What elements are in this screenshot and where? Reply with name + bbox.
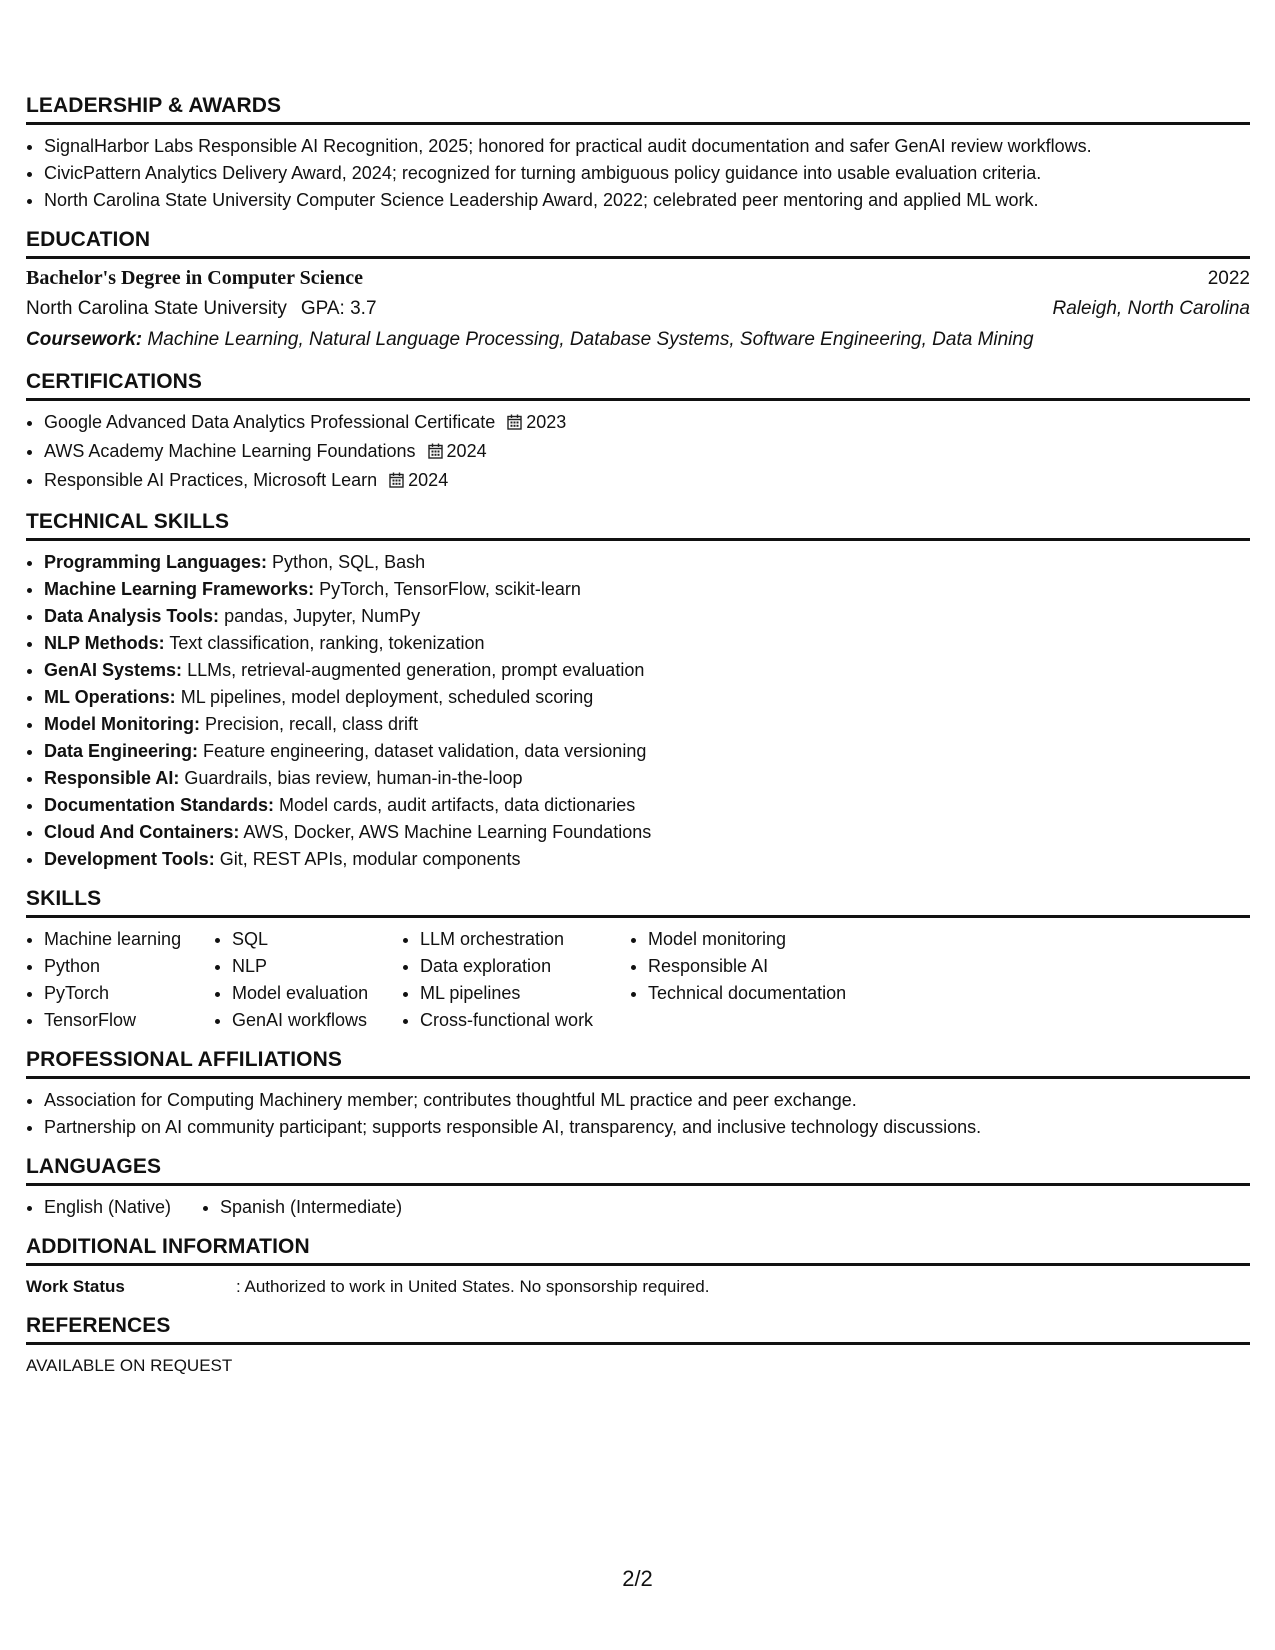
additional-info-section <box>26 1235 1250 1300</box>
coursework <box>26 324 1250 356</box>
section-title: REFERENCES <box>26 1314 1250 1345</box>
skill-value: ML pipelines, model deployment, scheduled scoring <box>180 687 594 707</box>
skills-grid <box>26 926 1250 1034</box>
section-title: TECHNICAL SKILLS <box>26 510 1250 541</box>
list-item <box>44 467 1250 496</box>
skill-value: Text classification, ranking, tokenization <box>169 633 485 653</box>
list-item <box>44 576 1250 603</box>
list-item: • Model evaluation <box>232 980 402 1007</box>
cert-name: Google Advanced Data Analytics Professional Certificate <box>44 412 496 432</box>
skill-label: Programming Languages: <box>44 552 268 572</box>
list-item: • CivicPattern Analytics Delivery Award, 2024; recognized for turning ambiguous policy guidance into usable evaluation criteria. <box>44 160 1250 187</box>
skill-label: Development Tools: <box>44 849 215 869</box>
references-text: AVAILABLE ON REQUEST <box>26 1356 233 1375</box>
degree: Bachelor's Degree in Computer Science <box>26 267 363 289</box>
cert-year: 2024 <box>446 441 487 461</box>
list-item: • English (Native) <box>44 1194 202 1221</box>
list-item: • ML pipelines <box>420 980 630 1007</box>
list-item <box>44 630 1250 657</box>
coursework-label: Coursework: <box>26 329 143 350</box>
list-item: • Machine learning <box>44 926 214 953</box>
list-item: • Spanish (Intermediate) <box>220 1194 402 1221</box>
section-title: EDUCATION <box>26 228 1250 259</box>
skill-label: ML Operations: <box>44 687 176 707</box>
list-item <box>44 765 1250 792</box>
list-item: • Data exploration <box>420 953 630 980</box>
coursework-list: Machine Learning, Natural Language Processing, Database Systems, Software Engineering, Data Mining <box>147 329 1034 350</box>
list-item <box>44 657 1250 684</box>
affiliations-section <box>26 1048 1250 1141</box>
skills-column <box>402 926 630 1034</box>
list-item <box>44 603 1250 630</box>
list-item <box>44 549 1250 576</box>
list-item <box>44 684 1250 711</box>
skill-label: Model Monitoring: <box>44 714 200 734</box>
skill-label: Machine Learning Frameworks: <box>44 579 315 599</box>
list-item <box>44 819 1250 846</box>
certifications-section <box>26 370 1250 496</box>
list-item: • North Carolina State University Computer Science Leadership Award, 2022; celebrated peer mentoring and applied ML work. <box>44 187 1250 214</box>
skills-column <box>630 926 908 1034</box>
list-item <box>44 846 1250 873</box>
skill-label: Data Engineering: <box>44 741 199 761</box>
skill-value: LLMs, retrieval-augmented generation, prompt evaluation <box>187 660 645 680</box>
calendar-icon <box>507 411 522 438</box>
languages-list <box>26 1194 1250 1221</box>
cert-name: AWS Academy Machine Learning Foundations <box>44 441 416 461</box>
school-name: North Carolina State University <box>26 298 287 319</box>
skill-value: Feature engineering, dataset validation, data versioning <box>203 741 647 761</box>
skill-value: Precision, recall, class drift <box>204 714 419 734</box>
section-title: CERTIFICATIONS <box>26 370 1250 401</box>
certifications-list <box>26 409 1250 496</box>
list-item <box>44 792 1250 819</box>
education-section <box>26 228 1250 356</box>
skills-column <box>214 926 402 1034</box>
list-item: • GenAI workflows <box>232 1007 402 1034</box>
cert-year: 2024 <box>408 470 449 490</box>
list-item: • Technical documentation <box>648 980 908 1007</box>
section-title: SKILLS <box>26 887 1250 918</box>
skill-label: Documentation Standards: <box>44 795 275 815</box>
skill-value: Python, SQL, Bash <box>272 552 426 572</box>
skill-label: Cloud And Containers: <box>44 822 240 842</box>
list-item: • Responsible AI <box>648 953 908 980</box>
page-number: 2/2 <box>622 1566 653 1591</box>
cert-name: Responsible AI Practices, Microsoft Learn <box>44 470 378 490</box>
skill-value: pandas, Jupyter, NumPy <box>224 606 421 626</box>
skill-label: GenAI Systems: <box>44 660 183 680</box>
list-item: • SignalHarbor Labs Responsible AI Recognition, 2025; honored for practical audit documentation and safer GenAI review workflows. <box>44 133 1250 160</box>
skill-label: Responsible AI: <box>44 768 180 788</box>
list-item: • Association for Computing Machinery member; contributes thoughtful ML practice and peer exchange. <box>44 1087 1250 1114</box>
calendar-icon <box>428 440 443 467</box>
leadership-section <box>26 94 1250 214</box>
graduation-year: 2022 <box>1207 268 1250 289</box>
skill-value: Guardrails, bias review, human-in-the-loop <box>184 768 523 788</box>
gpa: GPA: 3.7 <box>300 298 377 319</box>
list-item: • Partnership on AI community participant; supports responsible AI, transparency, and inclusive technology discussions. <box>44 1114 1250 1141</box>
section-title: LEADERSHIP & AWARDS <box>26 94 1250 125</box>
references-section <box>26 1314 1250 1379</box>
cert-year: 2023 <box>526 412 567 432</box>
languages-section <box>26 1155 1250 1221</box>
list-item <box>44 438 1250 467</box>
school-location: Raleigh, North Carolina <box>1052 298 1250 319</box>
list-item: • Cross-functional work <box>420 1007 630 1034</box>
list-item <box>44 409 1250 438</box>
section-title: PROFESSIONAL AFFILIATIONS <box>26 1048 1250 1079</box>
list-item: • SQL <box>232 926 402 953</box>
list-item <box>44 711 1250 738</box>
resume-page <box>26 94 1250 1379</box>
list-item: • PyTorch <box>44 980 214 1007</box>
leadership-list <box>26 133 1250 214</box>
skill-label: Data Analysis Tools: <box>44 606 220 626</box>
list-item: • TensorFlow <box>44 1007 214 1034</box>
affiliations-list <box>26 1087 1250 1141</box>
skill-value: AWS, Docker, AWS Machine Learning Foundations <box>243 822 652 842</box>
skill-value: Model cards, audit artifacts, data dictionaries <box>279 795 636 815</box>
work-status-row <box>26 1274 1250 1300</box>
list-item <box>44 738 1250 765</box>
skill-value: PyTorch, TensorFlow, scikit-learn <box>319 579 581 599</box>
skills-column <box>26 926 214 1034</box>
list-item: • Model monitoring <box>648 926 908 953</box>
list-item: • NLP <box>232 953 402 980</box>
technical-skills-section <box>26 510 1250 873</box>
calendar-icon <box>389 469 404 496</box>
technical-skills-list <box>26 549 1250 873</box>
list-item: • LLM orchestration <box>420 926 630 953</box>
skill-label: NLP Methods: <box>44 633 165 653</box>
info-label: Work Status <box>26 1277 125 1296</box>
section-title: LANGUAGES <box>26 1155 1250 1186</box>
section-title: ADDITIONAL INFORMATION <box>26 1235 1250 1266</box>
skill-value: Git, REST APIs, modular components <box>219 849 521 869</box>
info-value: : Authorized to work in United States. No sponsorship required. <box>236 1277 710 1296</box>
skills-section <box>26 887 1250 1034</box>
list-item: • Python <box>44 953 214 980</box>
